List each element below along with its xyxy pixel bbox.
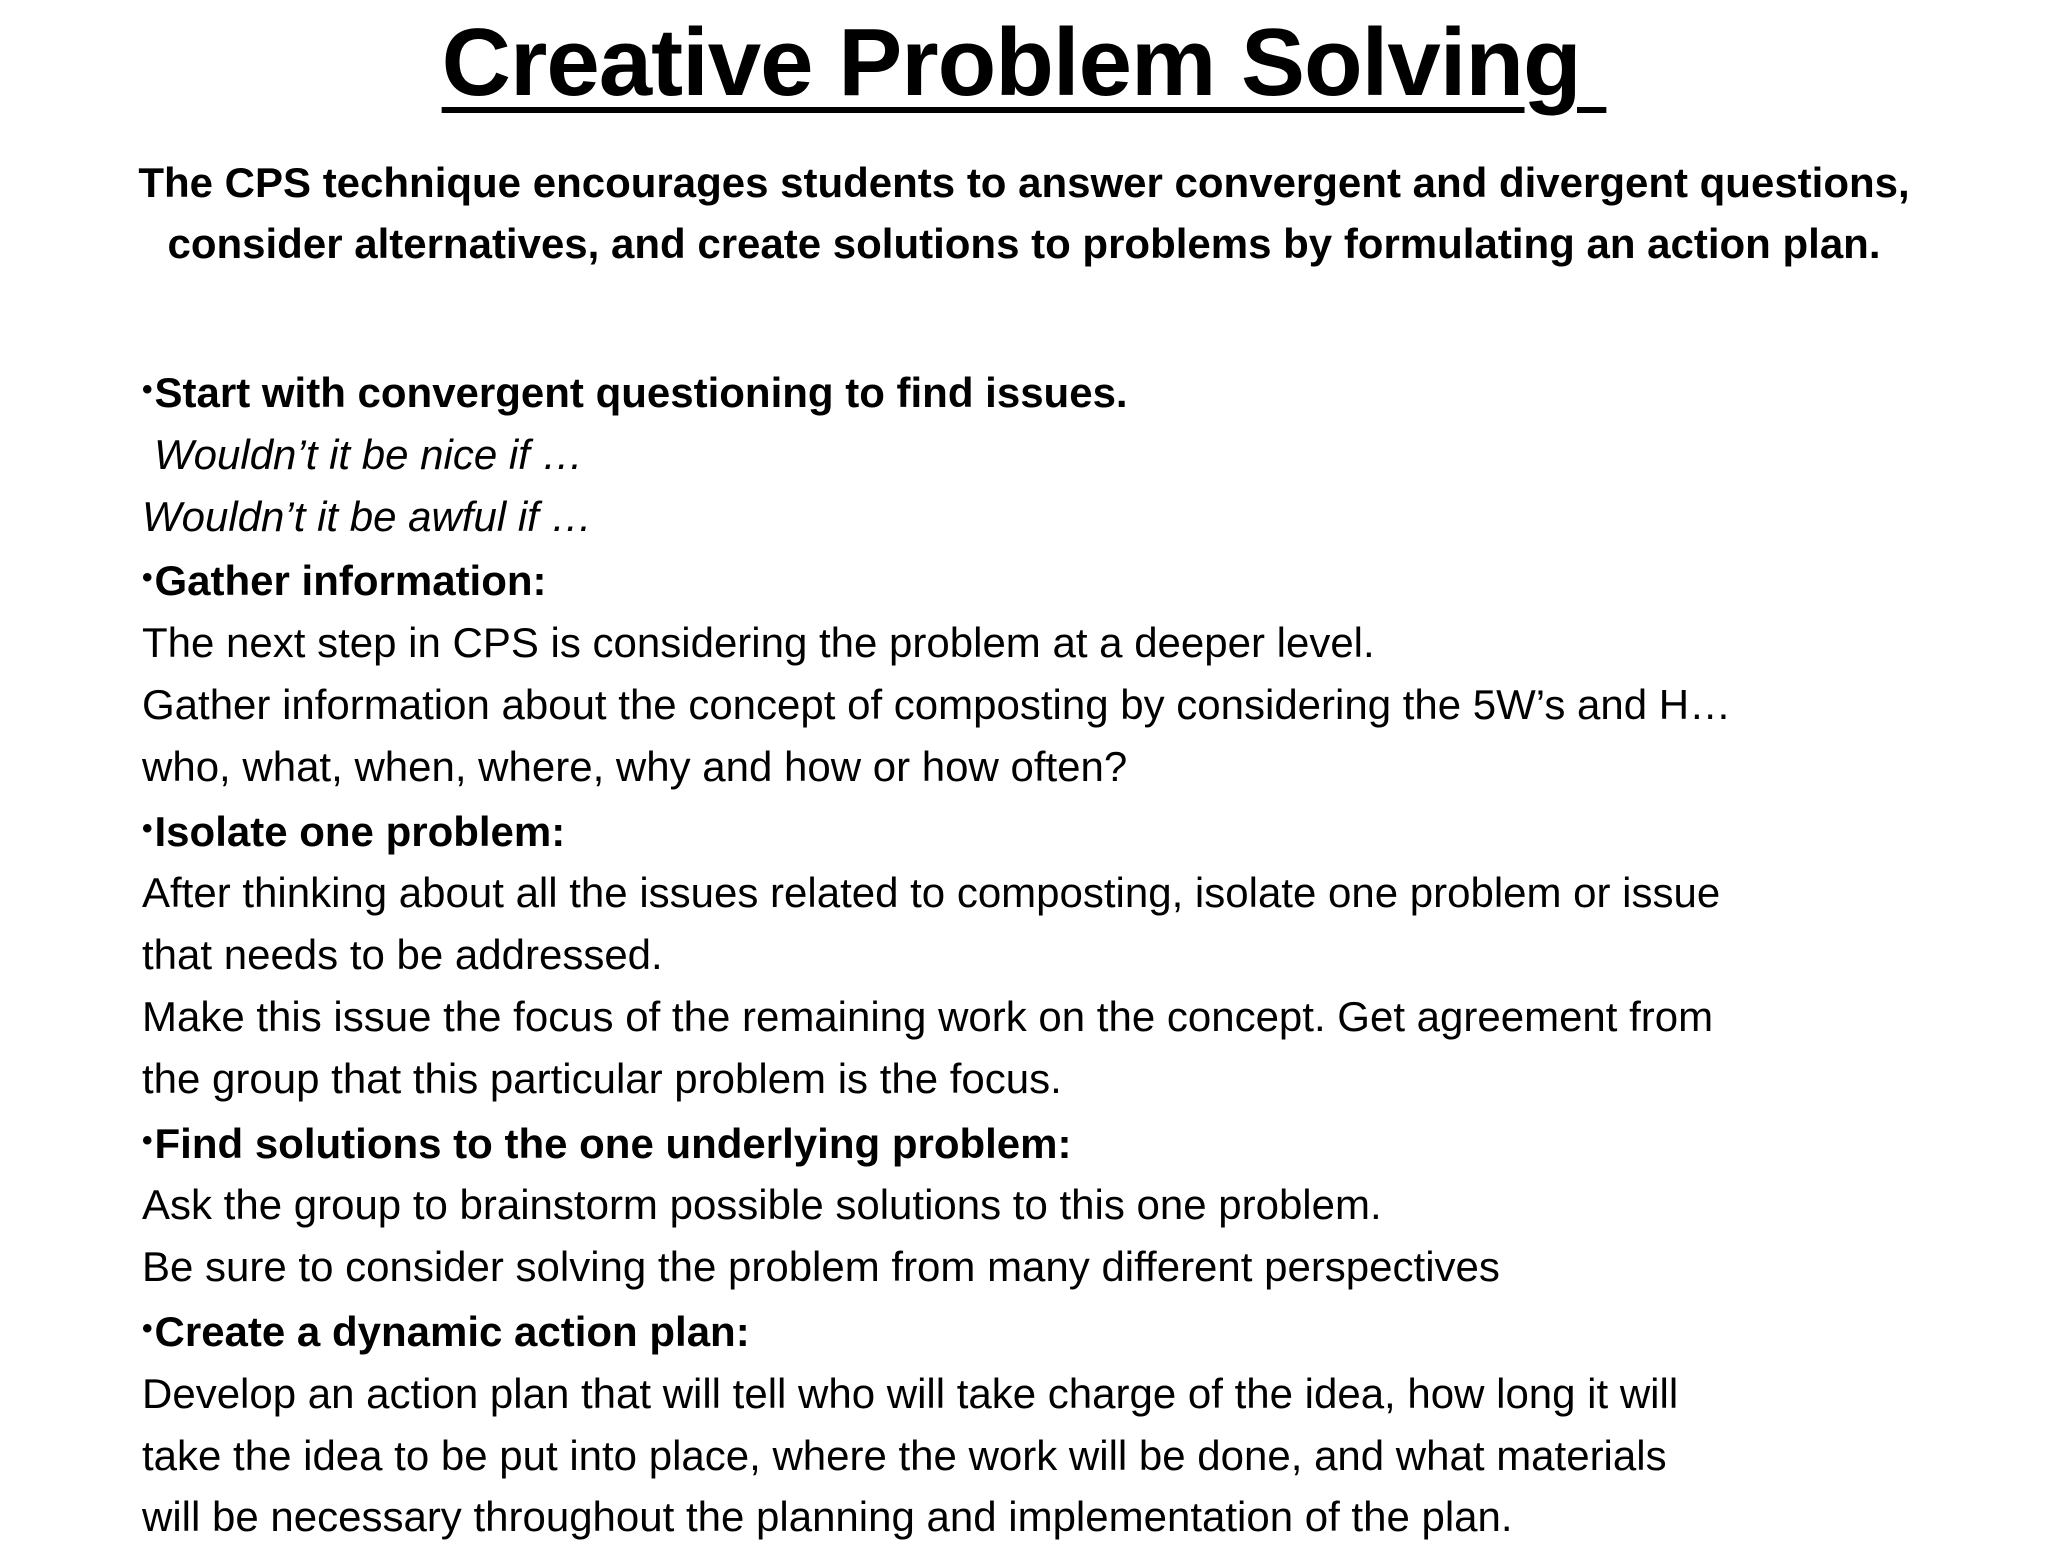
step-detail-line: who, what, when, where, why and how or how often? — [142, 742, 1128, 790]
step-detail-line: Wouldn’t it be nice if … — [154, 430, 584, 478]
bullet-icon: • — [142, 1123, 153, 1157]
step-detail-line: The next step in CPS is considering the problem at a deeper level. — [142, 619, 1375, 667]
step-detail-line: After thinking about all the issues related to composting, isolate one problem or issue — [142, 869, 1721, 917]
step-heading-text: Start with convergent questioning to find issues. — [154, 369, 1128, 416]
step-detail-line: Be sure to consider solving the problem from many different perspectives — [142, 1243, 1500, 1291]
step-detail-line: will be necessary throughout the planning and implementation of the plan. — [142, 1493, 1513, 1541]
step-heading-text: Isolate one problem: — [154, 807, 566, 855]
intro-paragraph: The CPS technique encourages students to answer convergent and divergent questions, consider alternatives, and create solutions to problems by formulating an action plan. — [138, 159, 1910, 267]
step-detail-line: Ask the group to brainstorm possible solutions to this one problem. — [142, 1181, 1382, 1229]
steps-body — [142, 359, 2002, 1548]
step-detail-line: that needs to be addressed. — [142, 931, 663, 979]
step-detail-line: Wouldn’t it be awful if … — [142, 492, 593, 540]
step-heading — [142, 1298, 2002, 1363]
step-heading-text: Create a dynamic action plan: — [154, 1307, 750, 1355]
step-detail-line: Gather information about the concept of composting by considering the 5W’s and H… — [142, 680, 1732, 728]
step-heading — [142, 798, 2002, 863]
bullet-icon: • — [142, 811, 153, 845]
step-heading — [142, 1110, 2002, 1175]
bullet-icon: • — [142, 373, 153, 406]
page-title — [0, 8, 2048, 118]
step-heading — [142, 547, 2002, 612]
step-detail-line: Develop an action plan that will tell who will take charge of the idea, how long it will — [142, 1369, 1679, 1417]
step-detail-line: the group that this particular problem is the focus. — [142, 1054, 1062, 1102]
step-heading — [142, 359, 2002, 424]
bullet-icon: • — [142, 1311, 153, 1345]
page-title-text: Creative Problem Solving — [441, 9, 1607, 116]
step-heading-text: Find solutions to the one underlying problem: — [154, 1119, 1072, 1167]
step-heading-text: Gather information: — [154, 557, 547, 605]
bullet-icon: • — [142, 561, 153, 595]
step-detail-line: take the idea to be put into place, where the work will be done, and what materials — [142, 1431, 1667, 1479]
step-detail-line: Make this issue the focus of the remaining work on the concept. Get agreement from — [142, 992, 1714, 1040]
